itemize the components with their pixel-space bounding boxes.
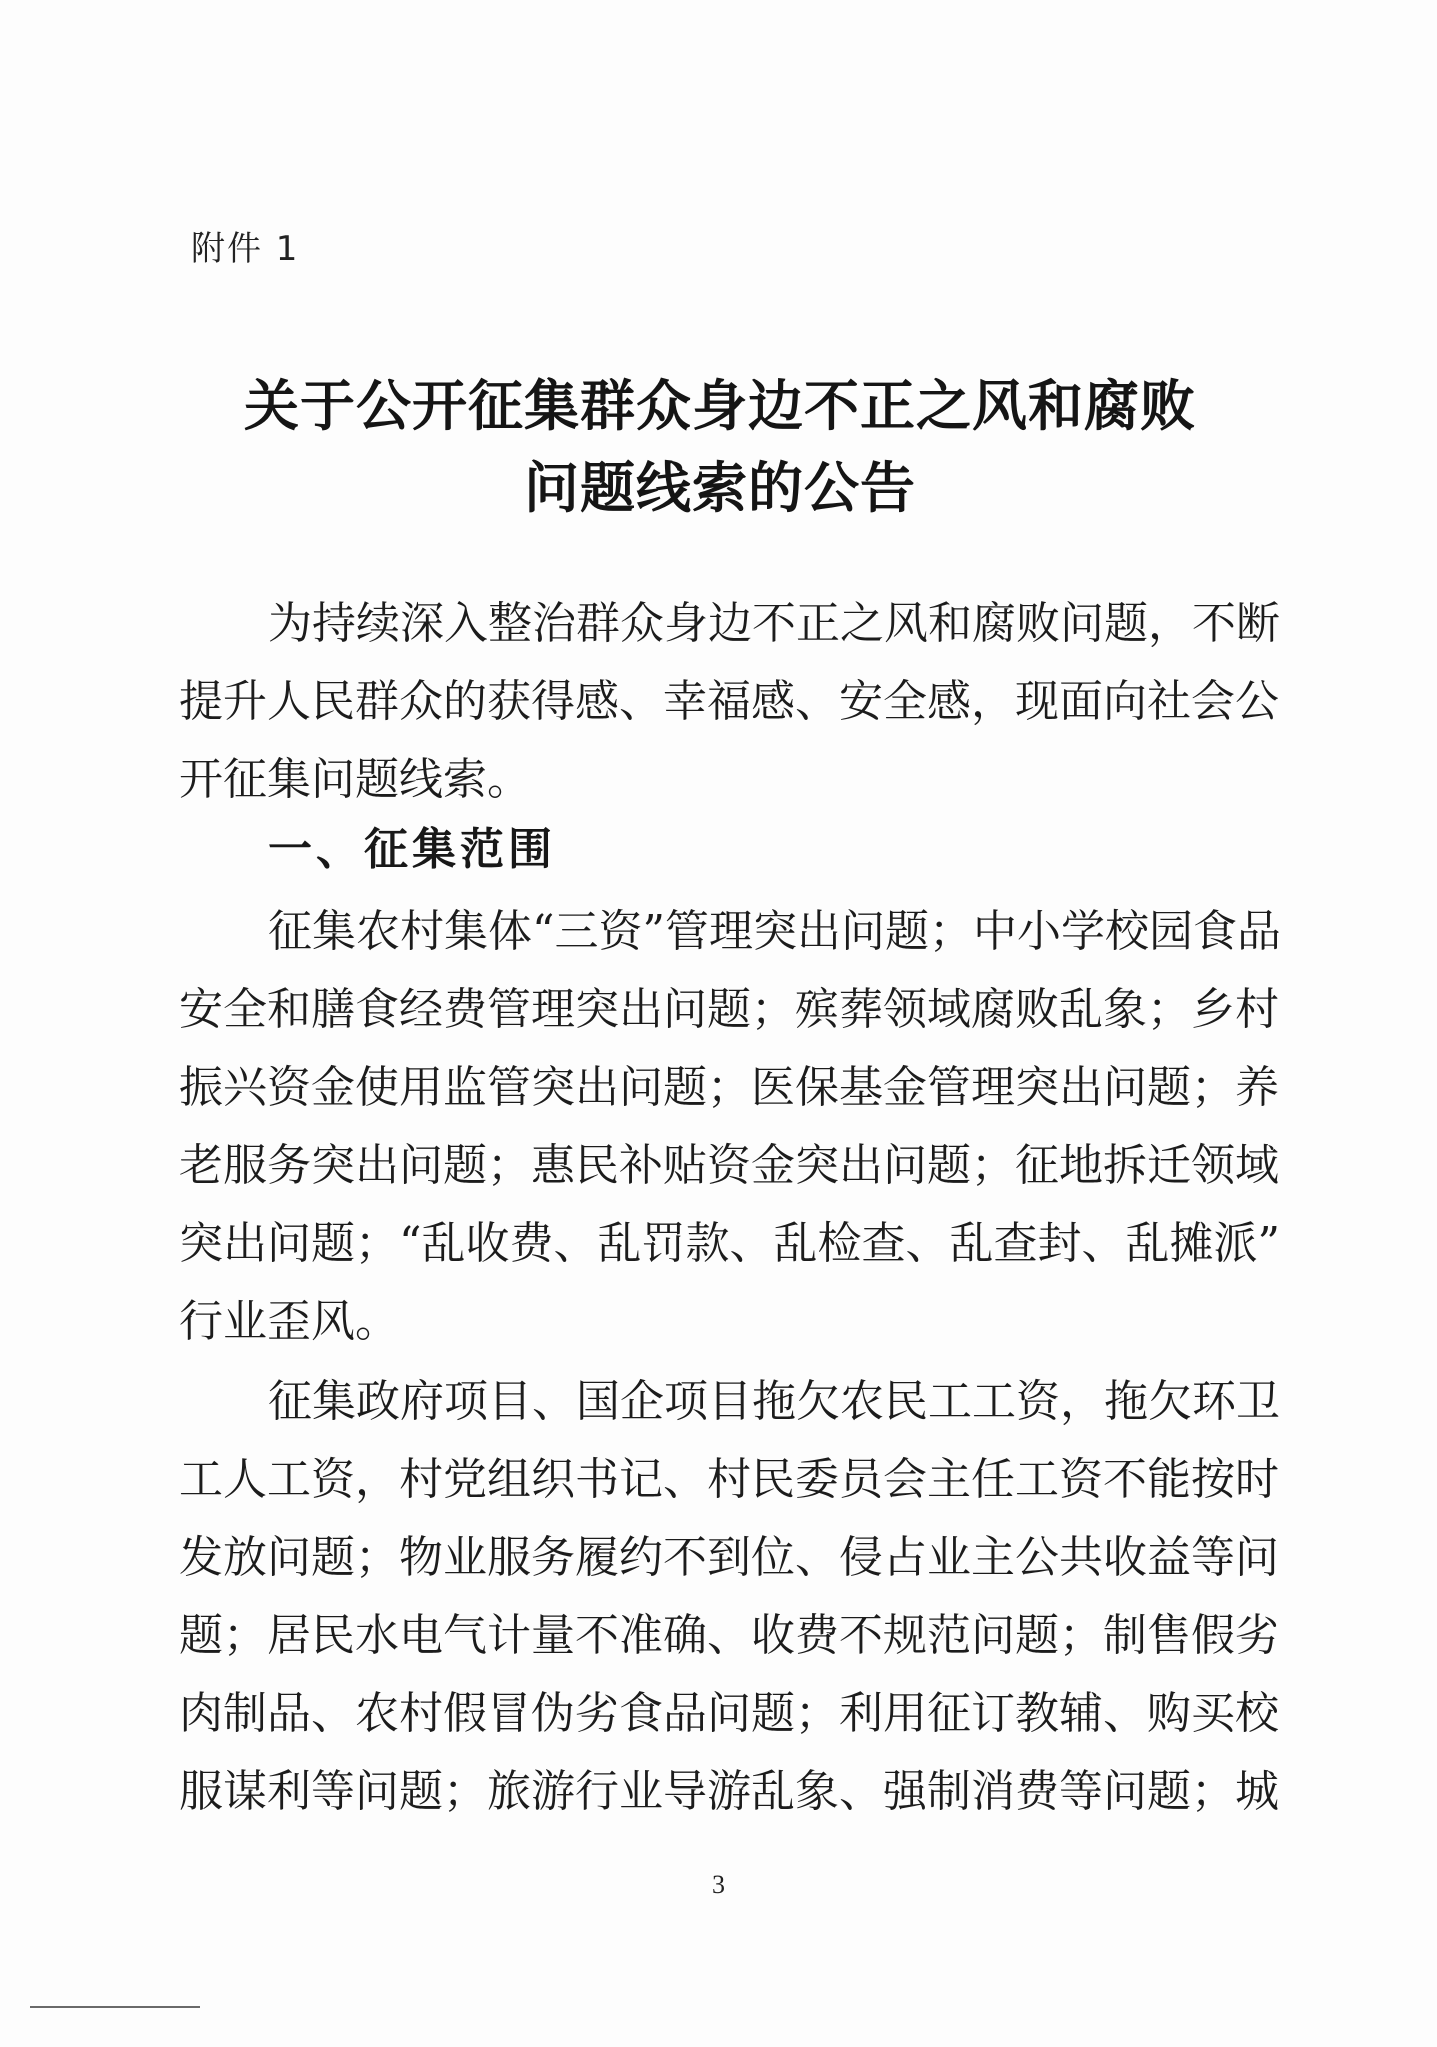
paragraph1-line-2: 安全和膳食经费管理突出问题；殡葬领域腐败乱象；乡村	[179, 984, 1279, 1035]
paragraph1-line-4: 老服务突出问题；惠民补贴资金突出问题；征地拆迁领域	[179, 1140, 1279, 1191]
paragraph1-line-1: 征集农村集体“三资”管理突出问题；中小学校园食品	[268, 906, 1281, 957]
paragraph2-line-3: 发放问题；物业服务履约不到位、侵占业主公共收益等问	[179, 1532, 1279, 1583]
paragraph2-line-1: 征集政府项目、国企项目拖欠农民工工资，拖欠环卫	[268, 1376, 1280, 1427]
paragraph2-line-5: 肉制品、农村假冒伪劣食品问题；利用征订教辅、购买校	[179, 1688, 1279, 1739]
paragraph1-line-5: 突出问题；“乱收费、乱罚款、乱检查、乱查封、乱摊派”	[179, 1218, 1280, 1269]
document-title-line-2: 问题线索的公告	[523, 455, 916, 520]
intro-line-3: 开征集问题线索。	[179, 754, 531, 805]
intro-line-2: 提升人民群众的获得感、幸福感、安全感，现面向社会公	[179, 676, 1279, 727]
section-heading: 一、征集范围	[268, 824, 556, 875]
page-number: 3	[712, 1870, 725, 1899]
paragraph2-line-2: 工人工资，村党组织书记、村民委员会主任工资不能按时	[179, 1454, 1279, 1505]
paragraph2-line-4: 题；居民水电气计量不准确、收费不规范问题；制售假劣	[179, 1610, 1279, 1661]
intro-line-1: 为持续深入整治群众身边不正之风和腐败问题，不断	[268, 598, 1280, 649]
paragraph1-line-6: 行业歪风。	[179, 1296, 399, 1347]
attachment-label: 附件 1	[191, 229, 300, 269]
paragraph1-line-3: 振兴资金使用监管突出问题；医保基金管理突出问题；养	[179, 1062, 1279, 1113]
document-title-line-1: 关于公开征集群众身边不正之风和腐败	[243, 373, 1196, 438]
paragraph2-line-6: 服谋利等问题；旅游行业导游乱象、强制消费等问题；城	[179, 1766, 1279, 1817]
footer-rule	[30, 2006, 200, 2008]
